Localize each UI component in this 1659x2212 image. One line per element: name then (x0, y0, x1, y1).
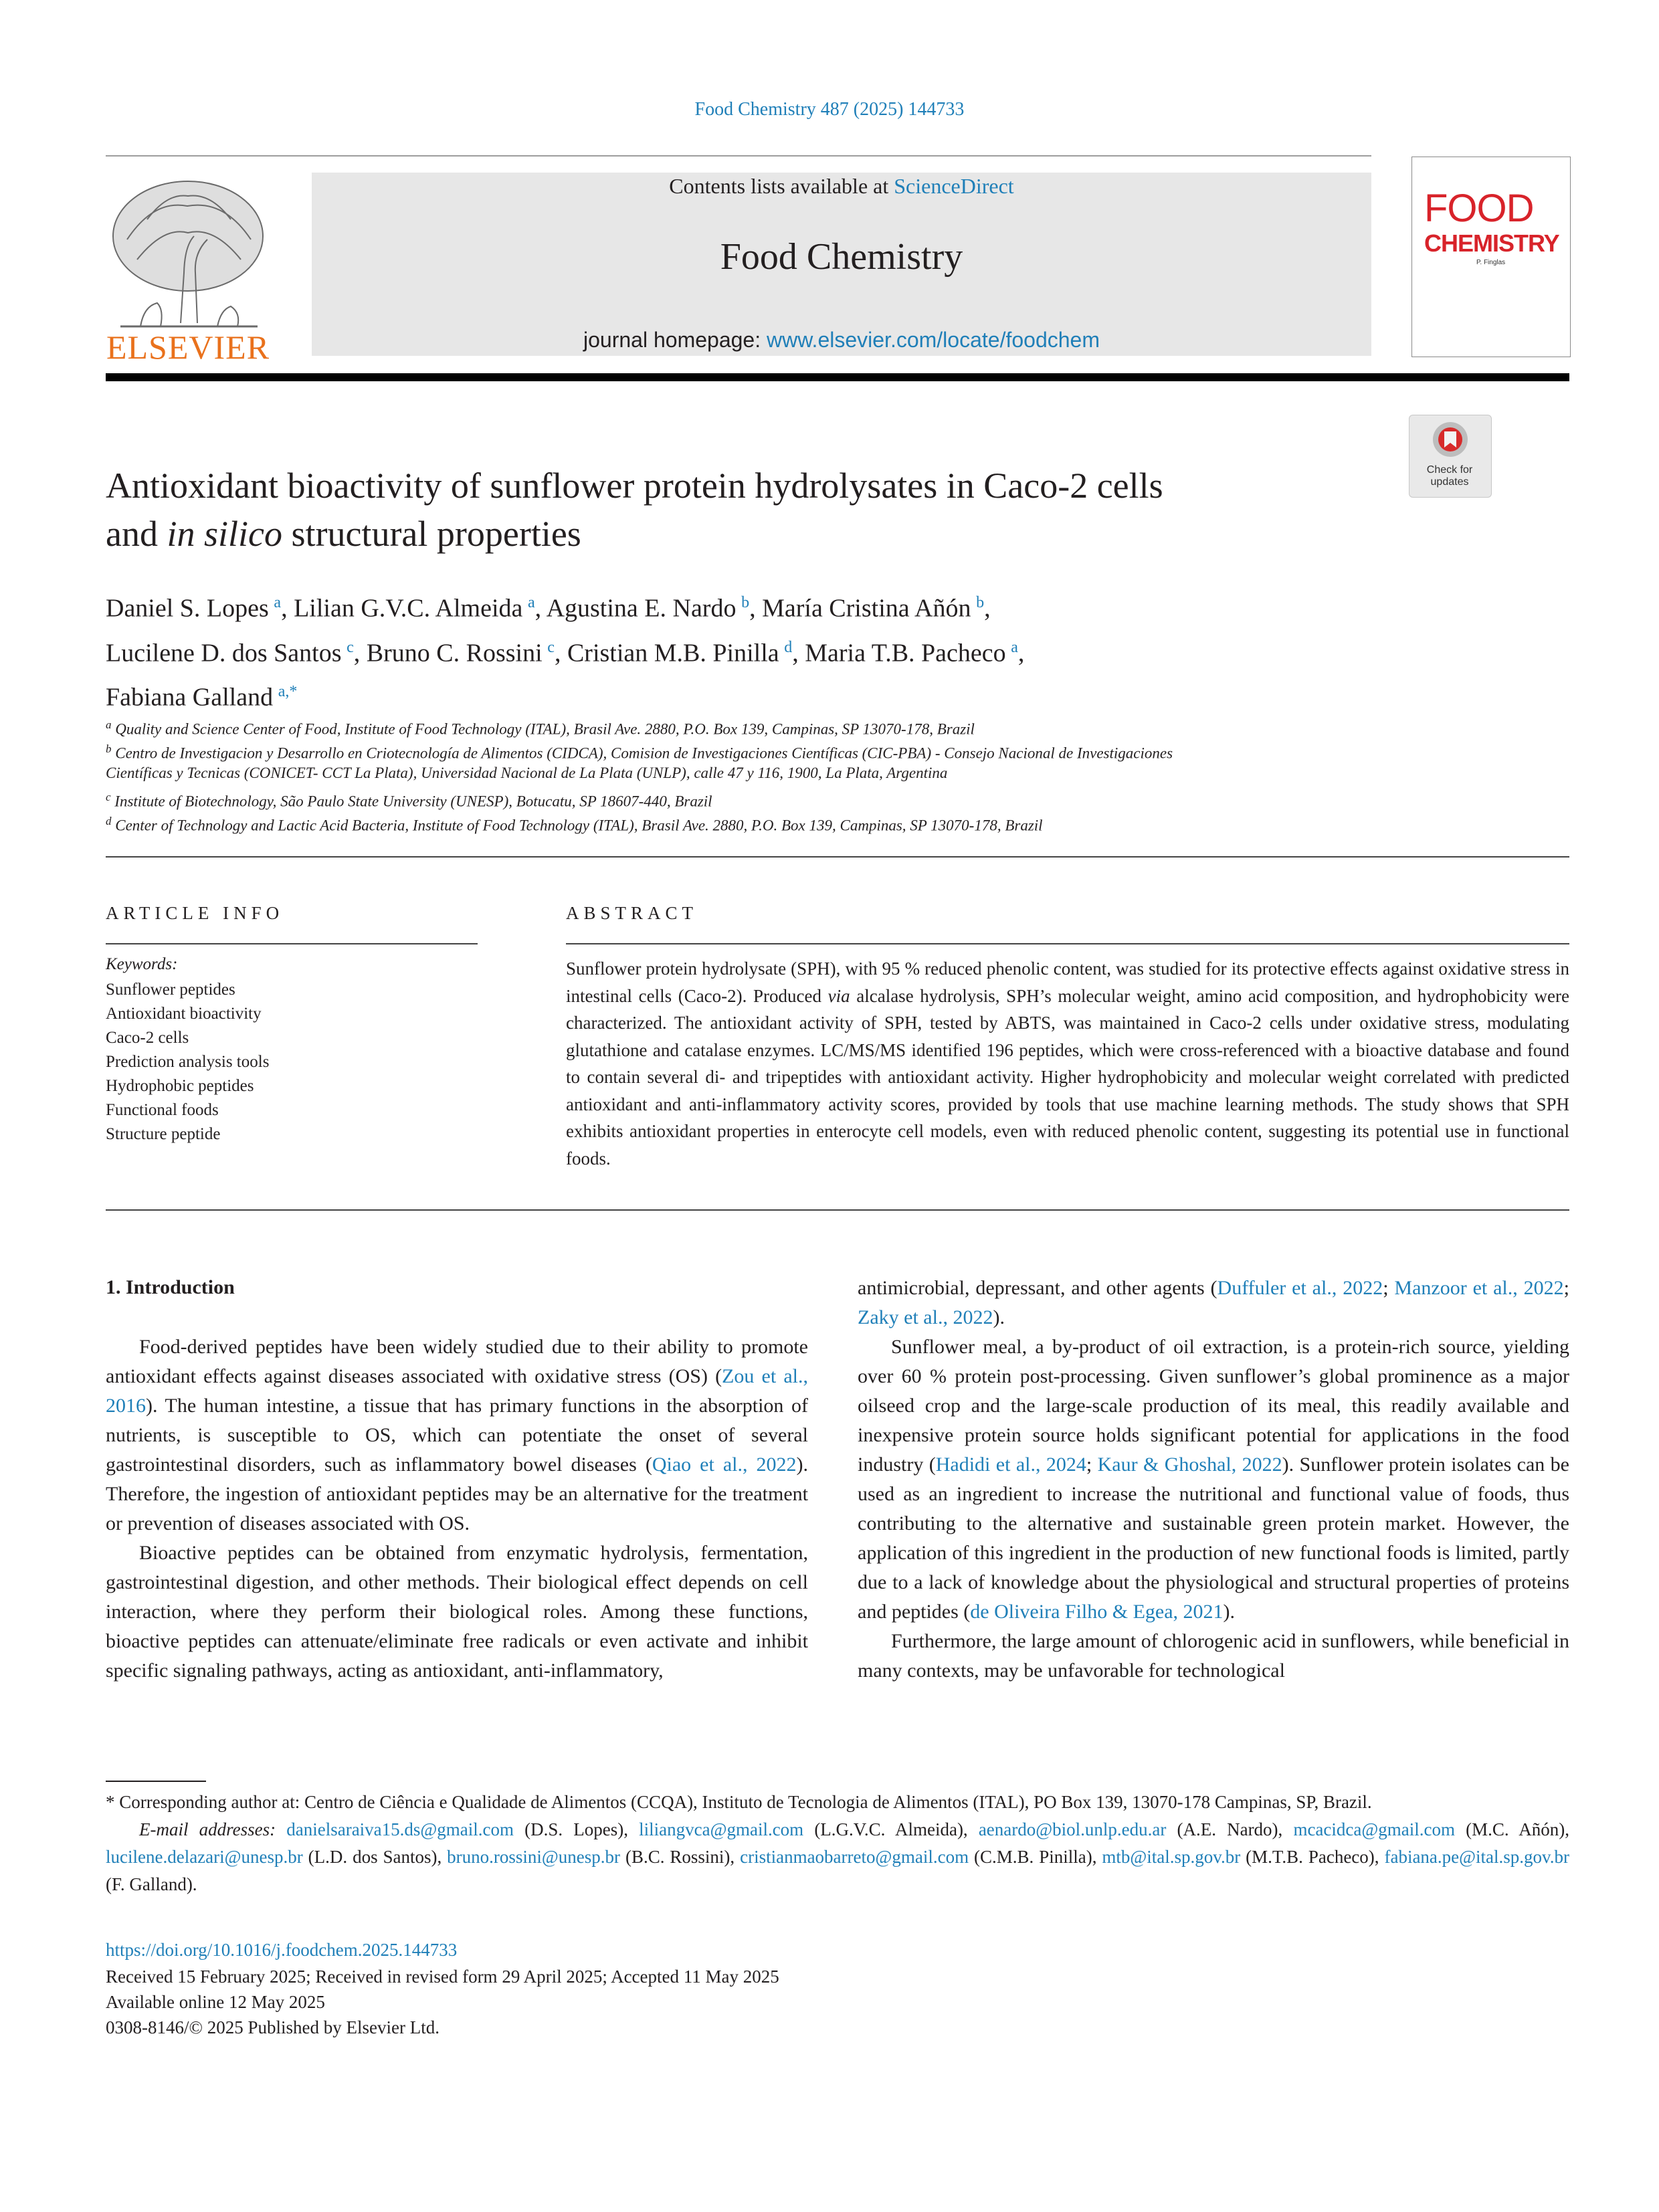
title-line-1: Antioxidant bioactivity of sunflower protein hydrolysates in Caco-2 cells (106, 466, 1163, 506)
crossmark-icon (1409, 415, 1491, 462)
citation-link[interactable]: Manzoor et al., 2022 (1394, 1277, 1564, 1299)
title-line-2-suffix: structural properties (282, 514, 581, 554)
email-link[interactable]: aenardo@biol.unlp.edu.ar (978, 1819, 1167, 1839)
email-link[interactable]: fabiana.pe@ital.sp.gov.br (1384, 1847, 1569, 1867)
journal-cover-thumbnail[interactable] (1411, 157, 1571, 357)
keyword-item: Sunflower peptides (106, 981, 235, 999)
email-link[interactable]: liliangvca@gmail.com (639, 1819, 804, 1839)
paragraph: Food-derived peptides have been widely studied due to their ability to promote antioxidant effects against diseases associated with oxidative stress (OS) (Zou et al., 2016). The human intestine, a tissue that has primary functions in the absorption of nutrients, is susceptible to OS, which can potentiate the onset of several gastrointestinal disorders, such as inflammatory bowel diseases (Qiao et al., 2022). Therefore, the ingestion of antioxidant peptides may be an alternative for the treatment or prevention of diseases associated with OS. (106, 1336, 808, 1534)
abstract-heading: ABSTRACT (566, 903, 698, 923)
author-name[interactable]: Cristian M.B. Pinilla (567, 639, 779, 668)
cover-food-text: FOOD (1424, 187, 1534, 230)
author-affiliation-mark[interactable]: a,* (278, 683, 298, 701)
journal-title: Food Chemistry (720, 236, 963, 278)
email-link[interactable]: lucilene.delazari@unesp.br (106, 1847, 303, 1867)
elsevier-wordmark: ELSEVIER (106, 328, 270, 366)
available-online-date: Available online 12 May 2025 (106, 1992, 325, 2012)
keywords-label: Keywords: (106, 955, 178, 973)
homepage-link[interactable]: www.elsevier.com/locate/foodchem (766, 328, 1100, 352)
author-name[interactable]: Lucilene D. dos Santos (106, 639, 342, 668)
journal-homepage-line (312, 328, 1371, 353)
journal-reference[interactable]: Food Chemistry 487 (2025) 144733 (694, 99, 965, 120)
author-name[interactable]: Daniel S. Lopes (106, 594, 269, 623)
keyword-item: Prediction analysis tools (106, 1053, 270, 1071)
email-link[interactable]: bruno.rossini@unesp.br (447, 1847, 621, 1867)
doi-link[interactable]: https://doi.org/10.1016/j.foodchem.2025.144733 (106, 1940, 458, 1960)
author-name[interactable]: Lilian G.V.C. Almeida (294, 594, 523, 623)
footnote-rule (106, 1781, 206, 1782)
keyword-item: Antioxidant bioactivity (106, 1005, 262, 1023)
article-title (106, 462, 1377, 558)
keyword-list (106, 978, 269, 1146)
author-affiliation-mark[interactable]: a (274, 594, 282, 611)
affiliation-d: $^d$ Center of Technology and Lactic Acid Bacteria, Institute of Food Technology (ITAL), Brasil Ave. 2880, P.O. Box 139, Campinas, SP 13070-178, Brazil (106, 815, 1043, 834)
author-list: Daniel S. Lopes $^a$, Lilian G.V.C. Almeida $^a$, Agustina E. Nardo $^b$, María Cristina Añón $^b$, Lucilene D. dos Santos $^c$, Bruno C. Rossini $^c$, Cristian M.B. Pinilla $^d$, Maria T.B. Pacheco $^a$, Fabiana Galland $^{a,*}$ (106, 594, 1025, 712)
author-affiliation-mark[interactable]: a (528, 594, 535, 611)
body-column-left (106, 1332, 808, 1686)
article-info-rule (106, 943, 478, 944)
email-link[interactable]: mcacidca@gmail.com (1293, 1819, 1455, 1839)
header-thick-rule (106, 373, 1569, 381)
citation-link[interactable]: Zou et al., 2016 (106, 1365, 808, 1417)
check-for-updates-label: Check for updates (1426, 464, 1473, 488)
paragraph: Bioactive peptides can be obtained from enzymatic hydrolysis, fermentation, gastrointestinal digestion, and other methods. Their biological effect depends on cell interaction, where they perform their biological roles. Among these functions, bioactive peptides can attenuate/eliminate free radicals or even activate and inhibit specific signaling pathways, acting as antioxidant, anti-inflammatory, (106, 1542, 808, 1682)
abstract-rule (566, 943, 1569, 944)
author-name[interactable]: Bruno C. Rossini (366, 639, 543, 668)
affiliation-b-continued: Científicas y Tecnicas (CONICET- CCT La Plata), Universidad Nacional de La Plata (UNLP), calle 47 y 116, 1900, La Plata, Argentina (106, 765, 948, 781)
affiliation-b: $^b$ Centro de Investigacion y Desarrollo en Criotecnología de Alimentos (CIDCA), Comision de Investigaciones Científicas (CIC-PBA) - Consejo Nacional de Investigaciones (106, 742, 1173, 762)
corresponding-author-note: * Corresponding author at: Centro de Ciência e Qualidade de Alimentos (CCQA), Instituto de Tecnologia de Alimentos (ITAL), PO Box 139, 13070-178 Campinas, SP, Brazil. (106, 1792, 1372, 1812)
citation-link[interactable]: Kaur & Ghoshal, 2022 (1097, 1453, 1282, 1476)
citation-link[interactable]: Qiao et al., 2022 (652, 1453, 797, 1476)
author-affiliation-mark[interactable]: c (547, 638, 555, 656)
title-line-2-prefix: and (106, 514, 167, 554)
contents-available-line (312, 174, 1371, 199)
author-affiliation-mark[interactable]: a (1011, 638, 1018, 656)
body-column-right (858, 1274, 1569, 1686)
header-rule (106, 155, 1371, 157)
author-name[interactable]: Maria T.B. Pacheco (805, 639, 1006, 668)
author-name[interactable]: Fabiana Galland (106, 683, 274, 712)
cover-editor-text: P. Finglas (1476, 259, 1506, 266)
paragraph-continued: antimicrobial, depressant, and other agents (Duffuler et al., 2022; Manzoor et al., 2022; Zaky et al., 2022). (858, 1277, 1569, 1328)
paragraph: Sunflower meal, a by-product of oil extraction, is a protein-rich source, yielding over 60 % protein post-processing. Given sunflower’s global prominence as a major oilseed crop and the large-scale production of its meal, this readily available and inexpensive protein source holds significant potential for applications in the food industry (Hadidi et al., 2024; Kaur & Ghoshal, 2022). Sunflower protein isolates can be used as an ingredient to increase the nutritional and functional value of foods, thus contributing to the alternative and sustainable green protein market. However, the application of this ingredient in the production of new functional foods is limited, partly due to a lack of knowledge about the physiological and structural properties of proteins and peptides (de Oliveira Filho & Egea, 2021). (858, 1336, 1569, 1623)
paragraph: Furthermore, the large amount of chlorogenic acid in sunflowers, while beneficial in many contexts, may be unfavorable for technological (858, 1630, 1569, 1682)
email-link[interactable]: cristianmaobarreto@gmail.com (740, 1847, 969, 1867)
affiliation-a: $^a$ Quality and Science Center of Food, Institute of Food Technology (ITAL), Brasil Ave. 2880, P.O. Box 139, Campinas, SP 13070-178, Brazil (106, 718, 975, 738)
citation-link[interactable]: Duffuler et al., 2022 (1217, 1277, 1383, 1299)
keyword-item: Structure peptide (106, 1125, 221, 1143)
abstract-bottom-rule (106, 1209, 1569, 1211)
section-heading-introduction: 1. Introduction (106, 1276, 235, 1298)
keyword-item: Caco-2 cells (106, 1029, 189, 1047)
email-label: E-mail addresses: (139, 1819, 287, 1839)
citation-link[interactable]: de Oliveira Filho & Egea, 2021 (970, 1601, 1224, 1623)
author-name[interactable]: María Cristina Añón (762, 594, 971, 623)
author-affiliation-mark[interactable]: c (347, 638, 354, 656)
footnote (106, 1789, 1569, 1898)
article-info-heading: ARTICLE INFO (106, 903, 284, 923)
author-affiliation-mark[interactable]: b (976, 594, 985, 611)
citation-link[interactable]: Zaky et al., 2022 (858, 1306, 993, 1328)
cover-chemistry-text: CHEMISTRY (1424, 229, 1559, 257)
email-link[interactable]: mtb@ital.sp.gov.br (1102, 1847, 1241, 1867)
citation-link[interactable]: Hadidi et al., 2024 (935, 1453, 1086, 1476)
copyright-line: 0308-8146/© 2025 Published by Elsevier Ltd. (106, 2017, 440, 2037)
author-affiliation-mark[interactable]: b (741, 594, 750, 611)
author-name[interactable]: Agustina E. Nardo (546, 594, 737, 623)
abstract-text: Sunflower protein hydrolysate (SPH), with 95 % reduced phenolic content, was studied for its protective effects against oxidative stress in intestinal cells (Caco-2). Produced via alcalase hydrolysis, SPH’s molecular weight, amino acid composition, and hydrophobicity were characterized. The antioxidant activity of SPH, tested by ABTS, was maintained in Caco-2 cells under oxidative stress, modulating glutathione and catalase enzymes. LC/MS/MS identified 196 peptides, which were cross-referenced with a bioactive database and found to contain several di- and tripeptides with antioxidant activity. Higher hydrophobicity and molecular weight correlated with predicted antioxidant and anti-inflammatory activity scores, provided by tools that use machine learning methods. The study shows that SPH exhibits antioxidant properties in enterocyte cell models, even with reduced phenolic content, suggesting its potential use in functional foods. (566, 959, 1569, 1169)
title-italic: in silico (167, 514, 282, 554)
affiliation-c: $^c$ Institute of Biotechnology, São Paulo State University (UNESP), Botucatu, SP 18607-440, Brazil (106, 791, 712, 810)
sciencedirect-link[interactable]: ScienceDirect (894, 174, 1014, 198)
homepage-prefix: journal homepage: (583, 328, 767, 352)
affiliation-rule (106, 856, 1569, 858)
email-addresses: E-mail addresses: danielsaraiva15.ds@gmail.com (D.S. Lopes), liliangvca@gmail.com (L.G.V.C. Almeida), aenardo@biol.unlp.edu.ar (A.E. Nardo), mcacidca@gmail.com (M.C. Añón), lucilene.delazari@unesp.br (L.D. dos Santos), bruno.rossini@unesp.br (B.C. Rossini), cristianmaobarreto@gmail.com (C.M.B. Pinilla), mtb@ital.sp.gov.br (M.T.B. Pacheco), fabiana.pe@ital.sp.gov.br (F. Galland). (106, 1819, 1569, 1894)
keyword-item: Hydrophobic peptides (106, 1077, 254, 1095)
author-affiliation-mark[interactable]: d (784, 638, 793, 656)
email-link[interactable]: danielsaraiva15.ds@gmail.com (286, 1819, 514, 1839)
keyword-item: Functional foods (106, 1101, 219, 1119)
contents-prefix: Contents lists available at (669, 174, 894, 198)
received-dates: Received 15 February 2025; Received in revised form 29 April 2025; Accepted 11 May 2025 (106, 1967, 779, 1987)
